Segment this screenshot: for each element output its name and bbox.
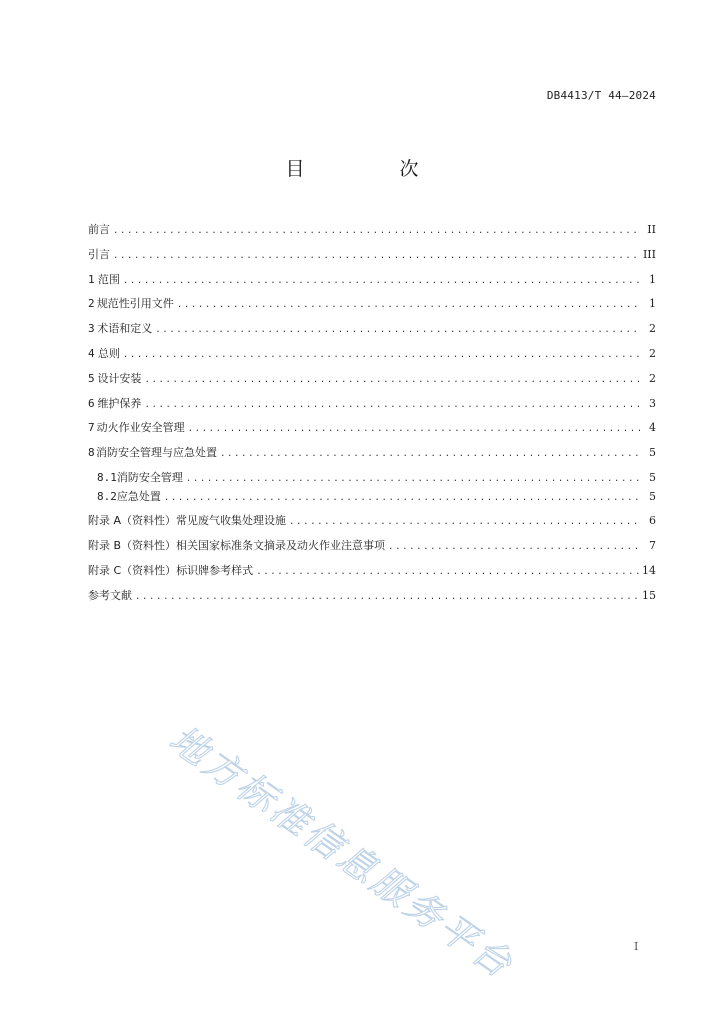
toc-entry-label: 引言 bbox=[88, 247, 110, 261]
toc-entry-page: 1 bbox=[649, 297, 656, 311]
toc-entry-label: 消防安全管理 bbox=[116, 470, 183, 484]
toc-appendix-number: 附录 A（资料性） bbox=[88, 514, 177, 528]
toc-entry-label: 标识牌参考样式 bbox=[176, 563, 254, 577]
toc-entry-label: 常见废气收集处理设施 bbox=[176, 514, 287, 528]
toc-entry-label: 参考文献 bbox=[88, 588, 132, 602]
toc-entry-appendix-c[interactable] bbox=[88, 562, 656, 587]
table-of-contents bbox=[88, 221, 656, 611]
toc-entry-number: 5 bbox=[88, 371, 95, 385]
toc-entry-3[interactable] bbox=[88, 320, 656, 345]
toc-leader-dots bbox=[164, 493, 641, 503]
toc-entry-label: 应急处置 bbox=[116, 489, 161, 503]
toc-leader-dots bbox=[123, 276, 641, 286]
toc-entry-page: 7 bbox=[649, 538, 656, 552]
toc-entry-label: 相关国家标准条文摘录及动火作业注意事项 bbox=[176, 538, 386, 552]
toc-leader-dots bbox=[155, 325, 641, 335]
toc-entry-8-2[interactable] bbox=[88, 488, 656, 507]
toc-entry-page: 4 bbox=[649, 421, 656, 435]
toc-entry-page: 5 bbox=[649, 489, 656, 503]
toc-entry-introduction[interactable] bbox=[88, 246, 656, 271]
toc-entry-number: 3 bbox=[88, 322, 95, 336]
toc-entry-number: 7 bbox=[88, 421, 95, 435]
toc-leader-dots bbox=[113, 251, 640, 261]
toc-entry-label: 设计安装 bbox=[97, 371, 142, 385]
toc-leader-dots bbox=[135, 592, 639, 602]
toc-entry-page: 5 bbox=[649, 446, 656, 460]
toc-entry-page: III bbox=[642, 247, 656, 261]
toc-entry-label: 动火作业安全管理 bbox=[96, 421, 185, 435]
toc-entry-number: 2 bbox=[88, 297, 95, 311]
toc-entry-number: 8.2 bbox=[97, 489, 117, 503]
toc-entry-page: 5 bbox=[649, 470, 656, 484]
toc-leader-dots bbox=[220, 449, 641, 459]
toc-entry-references[interactable] bbox=[88, 587, 656, 612]
toc-entry-number: 8.1 bbox=[97, 470, 117, 484]
toc-entry-page: 14 bbox=[642, 563, 656, 577]
toc-entry-foreword[interactable] bbox=[88, 221, 656, 246]
toc-entry-number: 4 bbox=[88, 346, 95, 360]
toc-entry-label: 消防安全管理与应急处置 bbox=[96, 446, 217, 460]
toc-entry-8-1[interactable] bbox=[88, 469, 656, 488]
toc-leader-dots bbox=[188, 424, 641, 434]
toc-entry-label: 范围 bbox=[97, 272, 120, 286]
toc-entry-number: 6 bbox=[88, 396, 95, 410]
toc-entry-label: 维护保养 bbox=[97, 396, 142, 410]
toc-entry-number: 1 bbox=[88, 272, 95, 286]
toc-entry-5[interactable] bbox=[88, 370, 656, 395]
toc-leader-dots bbox=[123, 350, 641, 360]
toc-entry-appendix-a[interactable] bbox=[88, 512, 656, 537]
toc-entry-label: 规范性引用文件 bbox=[96, 297, 174, 311]
toc-appendix-number: 附录 C（资料性） bbox=[88, 563, 177, 577]
toc-entry-1[interactable] bbox=[88, 271, 656, 296]
toc-leader-dots bbox=[256, 567, 639, 577]
toc-entry-number: 8 bbox=[88, 446, 95, 460]
toc-entry-8[interactable] bbox=[88, 444, 656, 469]
toc-appendix-number: 附录 B（资料性） bbox=[88, 538, 177, 552]
toc-entry-page: II bbox=[647, 223, 656, 236]
toc-leader-dots bbox=[388, 542, 641, 552]
toc-entry-4[interactable] bbox=[88, 345, 656, 370]
toc-leader-dots bbox=[144, 400, 641, 410]
toc-entry-page: 2 bbox=[649, 371, 656, 385]
toc-entry-2[interactable] bbox=[88, 295, 656, 320]
toc-leader-dots bbox=[144, 375, 641, 385]
toc-title: 目 次 bbox=[285, 158, 457, 180]
toc-entry-6[interactable] bbox=[88, 395, 656, 420]
toc-leader-dots bbox=[186, 474, 641, 484]
toc-entry-page: 2 bbox=[649, 346, 656, 360]
toc-leader-dots bbox=[289, 517, 641, 527]
toc-entry-page: 6 bbox=[649, 514, 656, 528]
toc-leader-dots bbox=[113, 226, 641, 236]
toc-entry-7[interactable] bbox=[88, 419, 656, 444]
toc-leader-dots bbox=[177, 300, 641, 310]
document-code: DB4413/T 44—2024 bbox=[546, 89, 656, 102]
toc-entry-page: 2 bbox=[649, 322, 656, 336]
toc-entry-appendix-b[interactable] bbox=[88, 537, 656, 562]
toc-entry-label: 总则 bbox=[97, 346, 120, 360]
toc-entry-page: 15 bbox=[642, 588, 656, 602]
toc-entry-label: 术语和定义 bbox=[97, 322, 153, 336]
toc-entry-page: 1 bbox=[649, 272, 656, 286]
footer-page-number: I bbox=[634, 940, 639, 953]
toc-entry-page: 3 bbox=[649, 396, 656, 410]
toc-entry-label: 前言 bbox=[88, 223, 110, 236]
watermark-text: 地方标准信息服务平台 bbox=[161, 717, 523, 988]
